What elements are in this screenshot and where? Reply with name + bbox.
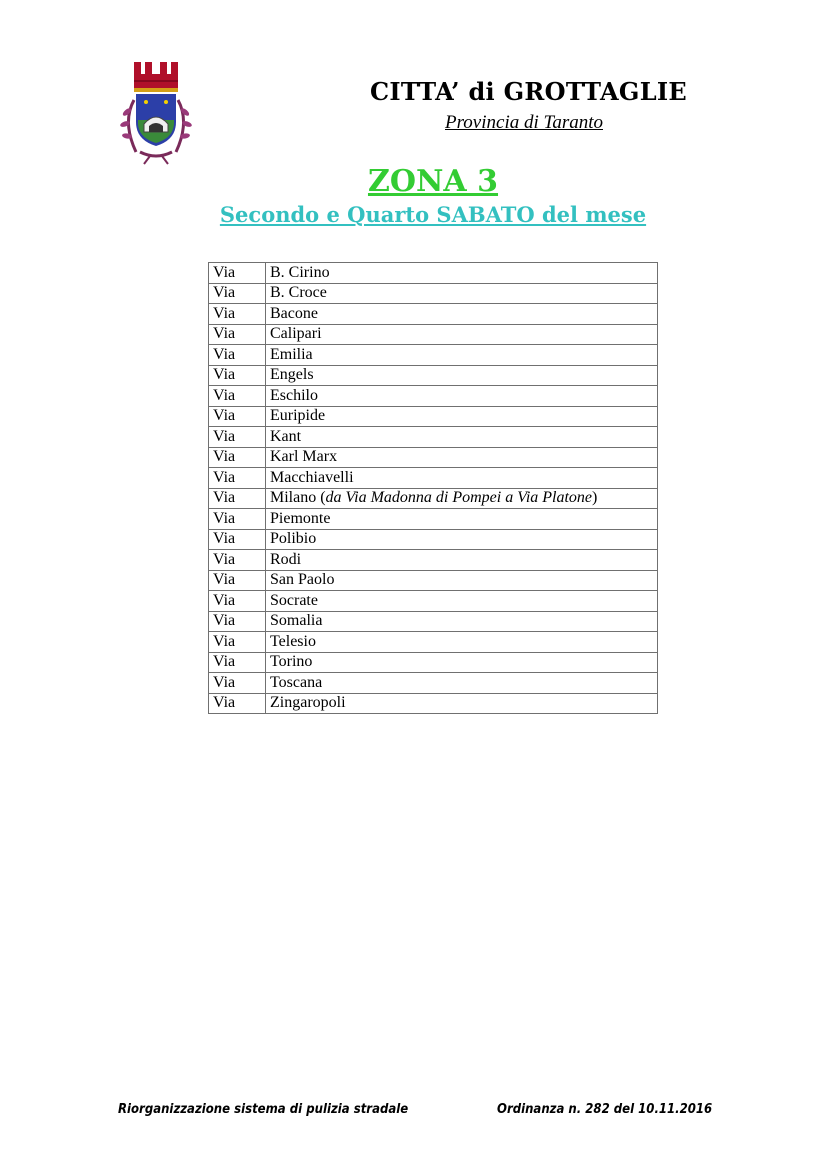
street-name-cell (266, 427, 658, 448)
table-row (209, 304, 658, 325)
street-type-cell: Via (209, 529, 266, 550)
street-name-cell (266, 509, 658, 530)
schedule-subtitle: Secondo e Quarto SABATO del mese (219, 202, 647, 227)
table-row (209, 570, 658, 591)
street-type-cell: Via (209, 345, 266, 366)
table-row (209, 365, 658, 386)
street-type-cell: Via (209, 263, 266, 284)
street-type-cell: Via (209, 447, 266, 468)
street-name-cell (266, 283, 658, 304)
table-row (209, 283, 658, 304)
street-name-cell (266, 304, 658, 325)
street-name: Rodi (270, 550, 302, 568)
street-name-cell (266, 591, 658, 612)
table-row (209, 693, 658, 714)
footer-right-text: Ordinanza n. 282 del 10.11.2016 (497, 1102, 713, 1117)
street-type-cell: Via (209, 406, 266, 427)
table-row (209, 509, 658, 530)
street-name-cell (266, 406, 658, 427)
street-type-cell: Via (209, 365, 266, 386)
table-row (209, 345, 658, 366)
street-type-cell: Via (209, 509, 266, 530)
street-name-cell (266, 365, 658, 386)
street-name-cell (266, 611, 658, 632)
street-name: Piemonte (270, 509, 331, 527)
table-row (209, 611, 658, 632)
street-name: Zingaropoli (270, 694, 346, 712)
street-name-cell (266, 488, 658, 509)
street-name: Polibio (270, 530, 317, 548)
table-row (209, 386, 658, 407)
street-name-cell (266, 529, 658, 550)
table-row (209, 447, 658, 468)
street-name: Emilia (270, 345, 313, 363)
street-name: B. Croce (270, 284, 327, 302)
table-row (209, 529, 658, 550)
street-type-cell: Via (209, 386, 266, 407)
city-crest-icon (116, 60, 196, 166)
street-type-cell: Via (209, 427, 266, 448)
crown-icon (134, 62, 178, 92)
street-type-cell: Via (209, 591, 266, 612)
streets-table-body (209, 263, 658, 714)
table-row (209, 263, 658, 284)
street-name: Telesio (270, 632, 316, 650)
city-title: CITTA’ di GROTTAGLIE (370, 77, 688, 106)
street-name-cell (266, 324, 658, 345)
street-name: Kant (270, 427, 302, 445)
table-row (209, 591, 658, 612)
table-row (209, 652, 658, 673)
street-name: Milano ( (270, 489, 326, 507)
street-name: Eschilo (270, 386, 318, 404)
table-row (209, 488, 658, 509)
street-type-cell: Via (209, 304, 266, 325)
table-row (209, 550, 658, 571)
street-type-cell: Via (209, 488, 266, 509)
street-name-cell (266, 263, 658, 284)
table-row (209, 468, 658, 489)
street-type-cell: Via (209, 673, 266, 694)
street-type-cell: Via (209, 652, 266, 673)
street-name: Toscana (270, 673, 323, 691)
street-name: Bacone (270, 304, 318, 322)
street-name: Macchiavelli (270, 468, 354, 486)
street-name-cell (266, 570, 658, 591)
table-row (209, 673, 658, 694)
street-name-cell (266, 386, 658, 407)
footer-left-text: Riorganizzazione sistema di pulizia stradale (118, 1102, 409, 1117)
street-name-cell (266, 468, 658, 489)
street-type-cell: Via (209, 324, 266, 345)
street-type-cell: Via (209, 611, 266, 632)
street-name: San Paolo (270, 571, 335, 589)
street-name: Euripide (270, 407, 326, 425)
table-row (209, 427, 658, 448)
street-name-cell (266, 447, 658, 468)
street-type-cell: Via (209, 468, 266, 489)
street-name-cell (266, 632, 658, 653)
street-name: B. Cirino (270, 263, 330, 281)
province-subtitle: Provincia di Taranto (445, 112, 603, 133)
street-type-cell: Via (209, 550, 266, 571)
street-type-cell: Via (209, 570, 266, 591)
street-name-cell (266, 693, 658, 714)
street-name: Karl Marx (270, 448, 338, 466)
street-type-cell: Via (209, 283, 266, 304)
street-type-cell: Via (209, 632, 266, 653)
zone-title: ZONA 3 (367, 164, 499, 199)
table-row (209, 324, 658, 345)
street-name-cell (266, 652, 658, 673)
street-name: Somalia (270, 612, 323, 630)
street-name: Engels (270, 366, 314, 384)
street-name: Socrate (270, 591, 318, 609)
streets-table (208, 262, 658, 714)
street-name-cell (266, 550, 658, 571)
street-note: da Via Madonna di Pompei a Via Platone (325, 489, 593, 507)
street-name: Calipari (270, 325, 322, 343)
street-name-cell (266, 345, 658, 366)
table-row (209, 406, 658, 427)
street-note-suffix: ) (592, 489, 598, 507)
street-name: Torino (270, 653, 313, 671)
table-row (209, 632, 658, 653)
street-name-cell (266, 673, 658, 694)
street-type-cell: Via (209, 693, 266, 714)
